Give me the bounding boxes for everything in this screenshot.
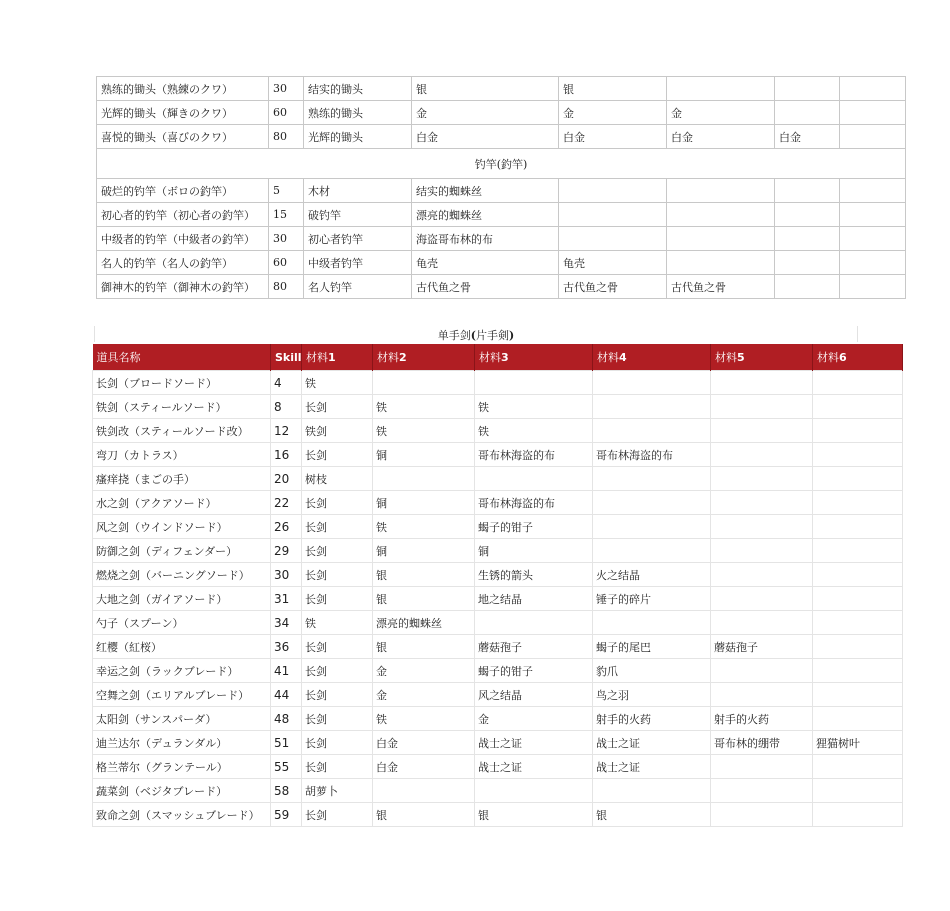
material-4 xyxy=(593,419,711,443)
material-5 xyxy=(775,227,840,251)
item-name: 御神木的钓竿（御神木の釣竿） xyxy=(97,275,269,299)
material-6 xyxy=(813,371,903,395)
table-row xyxy=(97,125,906,149)
material-1: 长剑 xyxy=(302,755,373,779)
material-1: 长剑 xyxy=(302,563,373,587)
material-4 xyxy=(667,251,775,275)
material-4: 豹爪 xyxy=(593,659,711,683)
material-3: 风之结晶 xyxy=(475,683,593,707)
skill-value: 22 xyxy=(271,491,302,515)
material-5 xyxy=(775,251,840,275)
skill-value: 15 xyxy=(269,203,304,227)
skill-value: 34 xyxy=(271,611,302,635)
material-6 xyxy=(840,101,906,125)
material-4: 火之结晶 xyxy=(593,563,711,587)
material-2: 金 xyxy=(373,683,475,707)
material-4 xyxy=(593,611,711,635)
material-3: 金 xyxy=(559,101,667,125)
header-material-4: 材料4 xyxy=(593,344,711,371)
item-name: 中级者的钓竿（中級者の釣竿） xyxy=(97,227,269,251)
skill-value: 44 xyxy=(271,683,302,707)
material-5 xyxy=(711,395,813,419)
header-row xyxy=(93,344,903,371)
material-1: 光辉的锄头 xyxy=(304,125,412,149)
material-4 xyxy=(667,179,775,203)
material-3: 铜 xyxy=(475,539,593,563)
material-6 xyxy=(813,419,903,443)
material-1: 中级者钓竿 xyxy=(304,251,412,275)
material-1: 初心者钓竿 xyxy=(304,227,412,251)
title-paren-close: ) xyxy=(509,329,515,342)
material-2: 银 xyxy=(373,587,475,611)
material-4: 古代鱼之骨 xyxy=(667,275,775,299)
material-4: 锤子的碎片 xyxy=(593,587,711,611)
table-row xyxy=(93,755,903,779)
table-row xyxy=(93,659,903,683)
section-row xyxy=(97,149,906,179)
skill-value: 16 xyxy=(271,443,302,467)
header-material-5: 材料5 xyxy=(711,344,813,371)
material-6 xyxy=(813,611,903,635)
skill-value: 30 xyxy=(269,227,304,251)
material-6 xyxy=(840,179,906,203)
material-3 xyxy=(559,179,667,203)
material-1: 铁 xyxy=(302,611,373,635)
item-name: 致命之剑（スマッシュブレード） xyxy=(93,803,271,827)
material-2: 银 xyxy=(412,77,559,101)
table-row xyxy=(97,77,906,101)
table-row xyxy=(93,515,903,539)
material-6 xyxy=(813,803,903,827)
material-5: 白金 xyxy=(775,125,840,149)
material-2: 龟壳 xyxy=(412,251,559,275)
material-3: 哥布林海盗的布 xyxy=(475,491,593,515)
skill-value: 60 xyxy=(269,251,304,275)
header-name: 道具名称 xyxy=(93,344,271,371)
material-4 xyxy=(667,227,775,251)
material-1: 长剑 xyxy=(302,659,373,683)
material-1: 名人钓竿 xyxy=(304,275,412,299)
material-3: 地之结晶 xyxy=(475,587,593,611)
material-2: 白金 xyxy=(373,731,475,755)
skill-value: 4 xyxy=(271,371,302,395)
table-row xyxy=(97,203,906,227)
item-name: 风之剑（ウインドソード） xyxy=(93,515,271,539)
skill-value: 80 xyxy=(269,125,304,149)
skill-value: 55 xyxy=(271,755,302,779)
material-6 xyxy=(813,683,903,707)
table-row xyxy=(93,635,903,659)
material-6 xyxy=(840,125,906,149)
material-6 xyxy=(813,659,903,683)
item-name: 格兰蒂尔（グランテール） xyxy=(93,755,271,779)
material-2: 结实的蜘蛛丝 xyxy=(412,179,559,203)
table-row xyxy=(97,101,906,125)
material-1: 铁 xyxy=(302,371,373,395)
material-2: 海盗哥布林的布 xyxy=(412,227,559,251)
skill-value: 31 xyxy=(271,587,302,611)
material-5 xyxy=(775,203,840,227)
skill-value: 41 xyxy=(271,659,302,683)
item-name: 太阳剑（サンスパーダ） xyxy=(93,707,271,731)
material-1: 长剑 xyxy=(302,395,373,419)
material-5 xyxy=(711,659,813,683)
material-6 xyxy=(813,515,903,539)
material-2: 铜 xyxy=(373,443,475,467)
material-2: 铁 xyxy=(373,515,475,539)
material-5 xyxy=(711,467,813,491)
skill-value: 5 xyxy=(269,179,304,203)
material-5 xyxy=(711,683,813,707)
material-1: 长剑 xyxy=(302,683,373,707)
material-4: 射手的火药 xyxy=(593,707,711,731)
material-3: 蘑菇孢子 xyxy=(475,635,593,659)
material-3: 蝎子的钳子 xyxy=(475,659,593,683)
material-2: 金 xyxy=(412,101,559,125)
material-2 xyxy=(373,779,475,803)
material-3: 铁 xyxy=(475,419,593,443)
header-skill: Skill xyxy=(271,344,302,371)
item-name: 蔬菜剑（ベジタブレード） xyxy=(93,779,271,803)
material-5 xyxy=(711,539,813,563)
material-5 xyxy=(711,563,813,587)
material-5: 蘑菇孢子 xyxy=(711,635,813,659)
material-5 xyxy=(711,611,813,635)
header-material-1: 材料1 xyxy=(302,344,373,371)
header-material-3: 材料3 xyxy=(475,344,593,371)
material-5 xyxy=(711,803,813,827)
material-6 xyxy=(840,227,906,251)
material-2 xyxy=(373,371,475,395)
material-5 xyxy=(711,419,813,443)
table-row xyxy=(93,443,903,467)
material-3: 蝎子的钳子 xyxy=(475,515,593,539)
material-5 xyxy=(775,179,840,203)
item-name: 勺子（スプーン） xyxy=(93,611,271,635)
material-4 xyxy=(593,491,711,515)
material-1: 长剑 xyxy=(302,515,373,539)
material-4: 战士之证 xyxy=(593,755,711,779)
material-3: 生锈的箭头 xyxy=(475,563,593,587)
item-name: 弯刀（カトラス） xyxy=(93,443,271,467)
item-name: 燃烧之剑（バーニングソード） xyxy=(93,563,271,587)
material-3 xyxy=(475,371,593,395)
material-6 xyxy=(813,563,903,587)
material-5 xyxy=(711,515,813,539)
material-2: 银 xyxy=(373,635,475,659)
item-name: 初心者的钓竿（初心者の釣竿） xyxy=(97,203,269,227)
material-4 xyxy=(593,467,711,491)
material-3: 金 xyxy=(475,707,593,731)
skill-value: 26 xyxy=(271,515,302,539)
material-6 xyxy=(813,491,903,515)
item-name: 铁剑（スティールソード） xyxy=(93,395,271,419)
material-1: 熟练的锄头 xyxy=(304,101,412,125)
skill-value: 51 xyxy=(271,731,302,755)
item-name: 瘙痒挠（まごの手） xyxy=(93,467,271,491)
material-6 xyxy=(813,635,903,659)
material-3: 龟壳 xyxy=(559,251,667,275)
material-3: 战士之证 xyxy=(475,731,593,755)
material-2: 白金 xyxy=(412,125,559,149)
material-1: 长剑 xyxy=(302,707,373,731)
material-2: 漂亮的蜘蛛丝 xyxy=(373,611,475,635)
item-name: 名人的钓竿（名人の釣竿） xyxy=(97,251,269,275)
table-row xyxy=(93,683,903,707)
material-2: 铁 xyxy=(373,707,475,731)
material-4: 鸟之羽 xyxy=(593,683,711,707)
table-row xyxy=(93,395,903,419)
material-5 xyxy=(711,755,813,779)
material-6 xyxy=(813,707,903,731)
material-5 xyxy=(711,491,813,515)
material-3: 哥布林海盗的布 xyxy=(475,443,593,467)
skill-value: 58 xyxy=(271,779,302,803)
table-row xyxy=(97,227,906,251)
material-6: 狸猫树叶 xyxy=(813,731,903,755)
material-4: 金 xyxy=(667,101,775,125)
material-1: 结实的锄头 xyxy=(304,77,412,101)
material-3: 银 xyxy=(475,803,593,827)
title-prefix: 单手剑 xyxy=(437,329,471,342)
skill-value: 48 xyxy=(271,707,302,731)
material-6 xyxy=(813,779,903,803)
skill-value: 20 xyxy=(271,467,302,491)
table-row xyxy=(93,803,903,827)
material-5 xyxy=(775,77,840,101)
material-4: 战士之证 xyxy=(593,731,711,755)
material-4 xyxy=(667,77,775,101)
material-3 xyxy=(475,779,593,803)
item-name: 光辉的锄头（輝きのクワ） xyxy=(97,101,269,125)
material-6 xyxy=(813,467,903,491)
material-4 xyxy=(593,515,711,539)
material-1: 胡萝卜 xyxy=(302,779,373,803)
material-4: 哥布林海盗的布 xyxy=(593,443,711,467)
table-row xyxy=(97,179,906,203)
material-4: 白金 xyxy=(667,125,775,149)
material-1: 长剑 xyxy=(302,635,373,659)
table-row xyxy=(93,539,903,563)
table-row xyxy=(93,731,903,755)
material-6 xyxy=(813,755,903,779)
section-title: 钓竿(釣竿) xyxy=(97,149,906,179)
skill-value: 30 xyxy=(269,77,304,101)
skill-value: 59 xyxy=(271,803,302,827)
table-row xyxy=(93,707,903,731)
material-5 xyxy=(775,101,840,125)
table-row xyxy=(93,779,903,803)
table-row xyxy=(93,611,903,635)
material-2: 铁 xyxy=(373,419,475,443)
skill-value: 80 xyxy=(269,275,304,299)
material-3 xyxy=(559,203,667,227)
item-name: 迪兰达尔（デュランダル） xyxy=(93,731,271,755)
item-name: 铁剑改（スティールソード改） xyxy=(93,419,271,443)
material-2: 漂亮的蜘蛛丝 xyxy=(412,203,559,227)
table-row xyxy=(93,491,903,515)
material-1: 木材 xyxy=(304,179,412,203)
material-4 xyxy=(667,203,775,227)
material-6 xyxy=(840,77,906,101)
material-3 xyxy=(475,467,593,491)
item-name: 空舞之剑（エリアルブレード） xyxy=(93,683,271,707)
header-material-6: 材料6 xyxy=(813,344,903,371)
table-row xyxy=(97,275,906,299)
material-1: 长剑 xyxy=(302,491,373,515)
item-name: 红樱（紅桜） xyxy=(93,635,271,659)
skill-value: 8 xyxy=(271,395,302,419)
material-3 xyxy=(559,227,667,251)
item-name: 熟练的锄头（熟練のクワ） xyxy=(97,77,269,101)
material-6 xyxy=(840,251,906,275)
material-1: 长剑 xyxy=(302,803,373,827)
item-name: 破烂的钓竿（ボロの釣竿） xyxy=(97,179,269,203)
material-2: 古代鱼之骨 xyxy=(412,275,559,299)
material-3: 铁 xyxy=(475,395,593,419)
sword-table-title xyxy=(94,326,858,342)
material-4 xyxy=(593,395,711,419)
skill-value: 12 xyxy=(271,419,302,443)
table-row xyxy=(93,419,903,443)
material-2 xyxy=(373,467,475,491)
skill-value: 30 xyxy=(271,563,302,587)
material-5: 哥布林的绷带 xyxy=(711,731,813,755)
item-name: 防御之剑（ディフェンダー） xyxy=(93,539,271,563)
material-1: 长剑 xyxy=(302,731,373,755)
item-name: 幸运之剑（ラックブレード） xyxy=(93,659,271,683)
material-1: 破钓竿 xyxy=(304,203,412,227)
material-3: 战士之证 xyxy=(475,755,593,779)
table-row xyxy=(93,563,903,587)
material-5 xyxy=(711,587,813,611)
item-name: 喜悦的锄头（喜びのクワ） xyxy=(97,125,269,149)
material-6 xyxy=(813,587,903,611)
sword-table xyxy=(92,344,903,827)
material-5: 射手的火药 xyxy=(711,707,813,731)
material-1: 长剑 xyxy=(302,539,373,563)
table-row xyxy=(93,467,903,491)
material-3: 银 xyxy=(559,77,667,101)
material-4: 银 xyxy=(593,803,711,827)
material-3: 白金 xyxy=(559,125,667,149)
material-5 xyxy=(711,443,813,467)
material-1: 铁剑 xyxy=(302,419,373,443)
material-2: 金 xyxy=(373,659,475,683)
material-6 xyxy=(840,275,906,299)
table-row xyxy=(93,371,903,395)
material-2: 铜 xyxy=(373,539,475,563)
material-4: 蝎子的尾巴 xyxy=(593,635,711,659)
material-1: 长剑 xyxy=(302,587,373,611)
material-2: 铁 xyxy=(373,395,475,419)
material-4 xyxy=(593,371,711,395)
material-5 xyxy=(711,779,813,803)
tools-table xyxy=(96,76,906,299)
item-name: 长剑（ブロードソード） xyxy=(93,371,271,395)
item-name: 水之剑（アクアソード） xyxy=(93,491,271,515)
material-3 xyxy=(475,611,593,635)
header-material-2: 材料2 xyxy=(373,344,475,371)
material-2: 银 xyxy=(373,563,475,587)
title-mid: 片手剣 xyxy=(476,329,509,342)
title-paren-open: ( xyxy=(470,329,476,342)
material-6 xyxy=(813,539,903,563)
material-5 xyxy=(775,275,840,299)
material-5 xyxy=(711,371,813,395)
table-row xyxy=(97,251,906,275)
material-2: 银 xyxy=(373,803,475,827)
material-3: 古代鱼之骨 xyxy=(559,275,667,299)
material-4 xyxy=(593,779,711,803)
material-1: 树枝 xyxy=(302,467,373,491)
material-6 xyxy=(813,443,903,467)
material-2: 白金 xyxy=(373,755,475,779)
table-row xyxy=(93,587,903,611)
material-4 xyxy=(593,539,711,563)
skill-value: 60 xyxy=(269,101,304,125)
material-2: 铜 xyxy=(373,491,475,515)
material-6 xyxy=(840,203,906,227)
item-name: 大地之剑（ガイアソード） xyxy=(93,587,271,611)
skill-value: 36 xyxy=(271,635,302,659)
skill-value: 29 xyxy=(271,539,302,563)
material-1: 长剑 xyxy=(302,443,373,467)
material-6 xyxy=(813,395,903,419)
